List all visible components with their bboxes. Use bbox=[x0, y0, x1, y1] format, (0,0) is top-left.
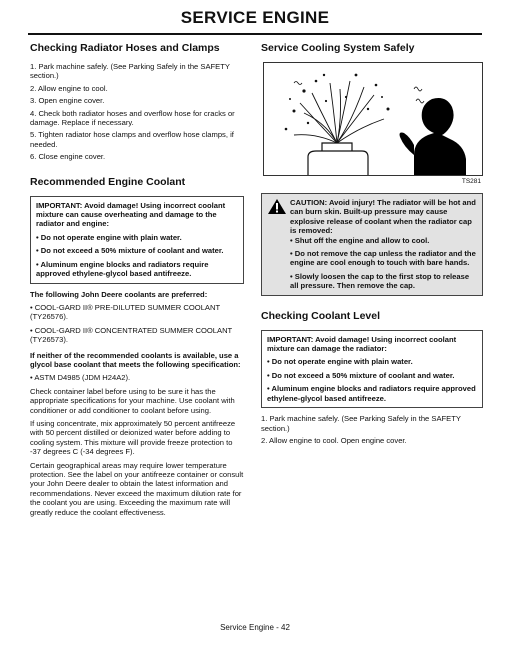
hoses-step: 3. Open engine cover. bbox=[30, 96, 105, 106]
important-notice-item: • Do not operate engine with plain water. bbox=[267, 357, 413, 367]
figure-reference-code: TS281 bbox=[461, 178, 481, 185]
radiator-hoses-heading: Checking Radiator Hoses and Clamps bbox=[30, 42, 220, 54]
hoses-step: 4. Check both radiator hoses and overflow hose for cracks or damage. Replace if necessary. bbox=[30, 108, 235, 128]
engine-coolant-heading: Recommended Engine Coolant bbox=[30, 175, 186, 188]
important-notice-item: • Do not exceed a 50% mixture of coolant and water. bbox=[36, 246, 224, 256]
caution-header bbox=[267, 198, 477, 236]
important-notice-box bbox=[261, 330, 483, 408]
coolant-level-step: 2. Allow engine to cool. Open engine cover. bbox=[261, 435, 407, 445]
hoses-step: 6. Close engine cover. bbox=[30, 152, 106, 162]
preferred-coolant-item: • COOL-GARD II® PRE-DILUTED SUMMER COOLANT (TY26576). bbox=[30, 302, 220, 322]
coolant-paragraph: Check container label before using to be sure it has the appropriate specifications for your machine. Use coolant with conditioner or add conditioner to coolant before using. bbox=[30, 386, 235, 415]
right-column bbox=[261, 42, 483, 448]
coolant-spray-drawing bbox=[264, 63, 482, 175]
warning-triangle-icon bbox=[267, 198, 287, 220]
important-notice-item: • Aluminum engine blocks and radiators require approved ethylene-glycol based antifreeze. bbox=[267, 384, 476, 403]
coolant-level-heading: Checking Coolant Level bbox=[261, 309, 381, 322]
hoses-step: 2. Allow engine to cool. bbox=[30, 83, 108, 93]
coolant-paragraph: If using concentrate, mix approximately 50 percent antifreeze with 50 percent distilled or deionized water before adding to cooling system. This mixture will provide freeze protection to -37 degrees C (-34 degrees F). bbox=[30, 418, 236, 457]
page-title: SERVICE ENGINE bbox=[180, 8, 330, 27]
left-column bbox=[30, 42, 244, 521]
important-notice-box bbox=[30, 196, 244, 284]
coolant-level-section bbox=[261, 310, 483, 446]
caution-item: • Do not remove the cap unless the radiator and the engine are cool enough to touch with bare hands. bbox=[290, 249, 476, 268]
preferred-coolant-item: • COOL-GARD II® CONCENTRATED SUMMER COOLANT (TY26573). bbox=[30, 325, 233, 345]
hot-coolant-spray-illustration bbox=[263, 62, 483, 176]
cooling-safety-heading: Service Cooling System Safely bbox=[261, 42, 415, 54]
coolant-level-step: 1. Park machine safely. (See Parking Safely in the SAFETY section.) bbox=[261, 414, 461, 433]
astm-spec-item: • ASTM D4985 (JDM H24A2). bbox=[30, 373, 131, 383]
important-notice-text: IMPORTANT: Avoid damage! Using incorrect coolant mixture can cause overheating and damage to the radiator and engine: bbox=[36, 200, 226, 229]
radiator-hoses-section bbox=[30, 42, 244, 162]
important-notice-item: • Do not exceed a 50% mixture of coolant and water. bbox=[267, 370, 455, 380]
caution-item: • Shut off the engine and allow to cool. bbox=[290, 235, 430, 245]
title-divider bbox=[28, 33, 482, 35]
caution-notice-box bbox=[261, 193, 483, 296]
page-footer: Service Engine - 42 bbox=[220, 623, 290, 632]
preferred-coolants-heading: The following John Deere coolants are preferred: bbox=[30, 289, 208, 299]
engine-coolant-section bbox=[30, 176, 244, 517]
caution-text: CAUTION: Avoid injury! The radiator will be hot and can burn skin. Built-up pressure may cause explosive release of coolant when the radiator cap is removed: bbox=[290, 198, 476, 236]
important-notice-text: IMPORTANT: Avoid damage! Using incorrect coolant mixture can damage the radiator: bbox=[267, 334, 457, 354]
hoses-step: 1. Park machine safely. (See Parking Safely in the SAFETY section.) bbox=[30, 62, 230, 81]
hoses-step: 5. Tighten radiator hose clamps and overflow hose clamps, if needed. bbox=[30, 130, 234, 149]
caution-item: • Slowly loosen the cap to the first stop to release all pressure. Then remove the cap. bbox=[290, 271, 470, 291]
cooling-safety-section bbox=[261, 42, 483, 296]
important-notice-item: • Aluminum engine blocks and radiators require approved ethylene-glycol based antifreeze. bbox=[36, 259, 209, 279]
coolant-paragraph: Certain geographical areas may require lower temperature protection. See the label on your antifreeze container or consult your John Deere dealer to obtain the latest information and recommendations. Never exceed the maximum dilution rate for the coolant you are using. Exceeding the maximum rate will greatly reduce the coolant effectiveness. bbox=[30, 460, 244, 517]
alternative-coolant-heading: If neither of the recommended coolants is available, use a glycol base coolant that meets the following specification: bbox=[30, 350, 241, 369]
important-notice-item: • Do not operate engine with plain water. bbox=[36, 232, 182, 242]
